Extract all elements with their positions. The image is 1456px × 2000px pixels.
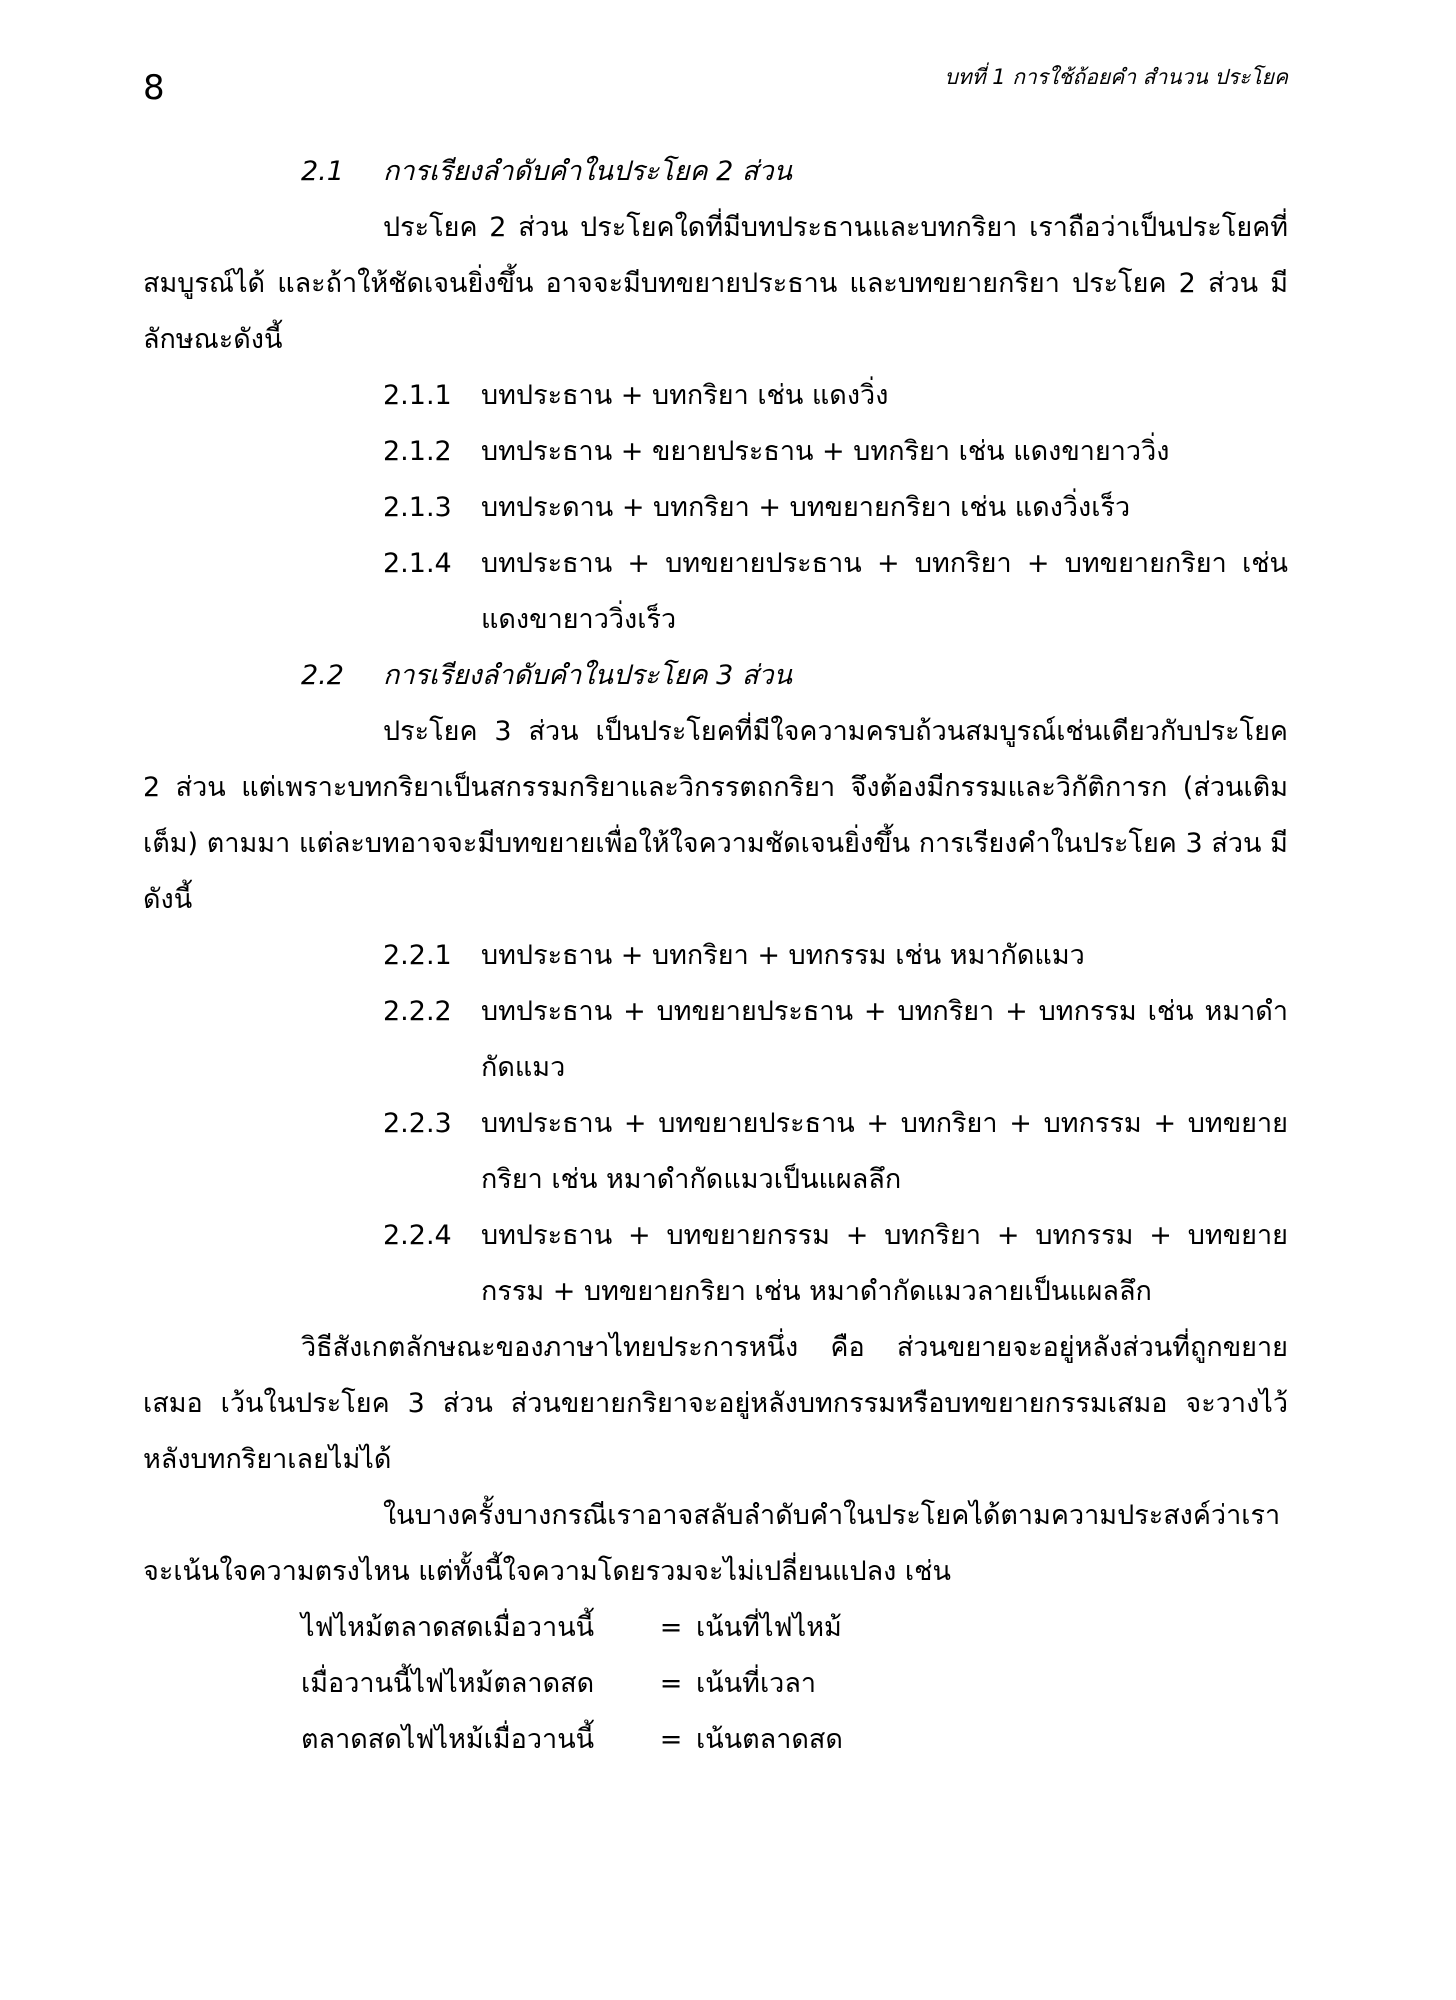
example-list bbox=[143, 1600, 1288, 1768]
list-item bbox=[143, 1096, 1288, 1208]
item-number: 2.1.4 bbox=[383, 548, 452, 579]
section-title: การเรียงลำดับคำในประโยค 3 ส่วน bbox=[383, 660, 792, 691]
section-title: การเรียงลำดับคำในประโยค 2 ส่วน bbox=[383, 156, 792, 187]
list-item bbox=[143, 1208, 1288, 1320]
running-header: บทที่ 1 การใช้ถ้อยคำ สำนวน ประโยค bbox=[944, 65, 1288, 89]
item-number: 2.2.4 bbox=[383, 1220, 452, 1251]
list-item bbox=[143, 368, 1288, 424]
list-item bbox=[143, 928, 1288, 984]
section-number: 2.1 bbox=[301, 156, 344, 187]
example-emphasis: เน้นที่ไฟไหม้ bbox=[696, 1612, 842, 1643]
equals-sign: = bbox=[659, 1668, 683, 1699]
example-emphasis: เน้นตลาดสด bbox=[696, 1724, 843, 1755]
paragraph-observation: วิธีสังเกตลักษณะของภาษาไทยประการหนึ่ง คือ ส่วนขยายจะอยู่หลังส่วนที่ถูกขยายเสมอ เว้นในประโยค 3 ส่วน ส่วนขยายกริยาจะอยู่หลังบทกรรมหรือบทขยายกรรมเสมอ จะวางไว้หลังบทกริยาเลยไม่ได้ bbox=[143, 1332, 1288, 1475]
example-row bbox=[301, 1600, 1288, 1656]
equals-sign: = bbox=[659, 1612, 683, 1643]
item-text: บทประธาน + บทกริยา เช่น แดงวิ่ง bbox=[481, 380, 889, 411]
item-text: บทประธาน + บทขยายประธาน + บทกริยา + บทกรรม + บทขยายกริยา เช่น หมาดำกัดแมวเป็นแผลลึก bbox=[481, 1108, 1288, 1195]
item-number: 2.2.3 bbox=[383, 1108, 452, 1139]
item-text: บทประธาน + บทกริยา + บทกรรม เช่น หมากัดแมว bbox=[481, 940, 1085, 971]
list-item bbox=[143, 536, 1288, 648]
item-number: 2.2.1 bbox=[383, 940, 452, 971]
example-emphasis: เน้นที่เวลา bbox=[696, 1668, 817, 1699]
paragraph-2-1: ประโยค 2 ส่วน ประโยคใดที่มีบทประธานและบทกริยา เราถือว่าเป็นประโยคที่สมบูรณ์ได้ และถ้าให้ชัดเจนยิ่งขึ้น อาจจะมีบทขยายประธาน และบทขยายกริยา ประโยค 2 ส่วน มีลักษณะดังนี้ bbox=[143, 212, 1288, 355]
list-item bbox=[143, 480, 1288, 536]
list-item bbox=[143, 424, 1288, 480]
section-heading-2-1 bbox=[143, 144, 1288, 200]
page-body bbox=[143, 144, 1288, 1768]
item-text: บทประธาน + ขยายประธาน + บทกริยา เช่น แดงขายาววิ่ง bbox=[481, 436, 1170, 467]
item-text: บทประธาน + บทขยายประธาน + บทกริยา + บทขยายกริยา เช่น แดงขายาววิ่งเร็ว bbox=[481, 548, 1288, 635]
item-number: 2.1.2 bbox=[383, 436, 452, 467]
equals-sign: = bbox=[659, 1724, 683, 1755]
paragraph-reorder: ในบางครั้งบางกรณีเราอาจสลับลำดับคำในประโยคได้ตามความประสงค์ว่าเราจะเน้นใจความตรงไหน แต่ทั้งนี้ใจความโดยรวมจะไม่เปลี่ยนแปลง เช่น bbox=[143, 1500, 1281, 1587]
example-sentence: เมื่อวานนี้ไฟไหม้ตลาดสด bbox=[301, 1668, 595, 1699]
item-text: บทประธาน + บทขยายกรรม + บทกริยา + บทกรรม + บทขยายกรรม + บทขยายกริยา เช่น หมาดำกัดแมวลายเป็นแผลลึก bbox=[481, 1220, 1288, 1307]
example-row bbox=[301, 1656, 1288, 1712]
item-number: 2.2.2 bbox=[383, 996, 452, 1027]
example-row bbox=[301, 1712, 1288, 1768]
example-sentence: ไฟไหม้ตลาดสดเมื่อวานนี้ bbox=[301, 1612, 595, 1643]
item-text: บทประธาน + บทขยายประธาน + บทกริยา + บทกรรม เช่น หมาดำกัดแมว bbox=[481, 996, 1288, 1083]
page-number: 8 bbox=[143, 68, 165, 108]
paragraph-2-2: ประโยค 3 ส่วน เป็นประโยคที่มีใจความครบถ้วนสมบูรณ์เช่นเดียวกับประโยค 2 ส่วน แต่เพราะบทกริยาเป็นสกรรมกริยาและวิกรรตถกริยา จึงต้องมีกรรมและวิกัติการก (ส่วนเติมเต็ม) ตามมา แต่ละบทอาจจะมีบทขยายเพื่อให้ใจความชัดเจนยิ่งขึ้น การเรียงคำในประโยค 3 ส่วน มีดังนี้ bbox=[143, 716, 1288, 915]
example-sentence: ตลาดสดไฟไหม้เมื่อวานนี้ bbox=[301, 1724, 595, 1755]
section-number: 2.2 bbox=[301, 660, 344, 691]
section-heading-2-2 bbox=[143, 648, 1288, 704]
list-item bbox=[143, 984, 1288, 1096]
item-number: 2.1.1 bbox=[383, 380, 452, 411]
item-number: 2.1.3 bbox=[383, 492, 452, 523]
item-text: บทประดาน + บทกริยา + บทขยายกริยา เช่น แดงวิ่งเร็ว bbox=[481, 492, 1131, 523]
